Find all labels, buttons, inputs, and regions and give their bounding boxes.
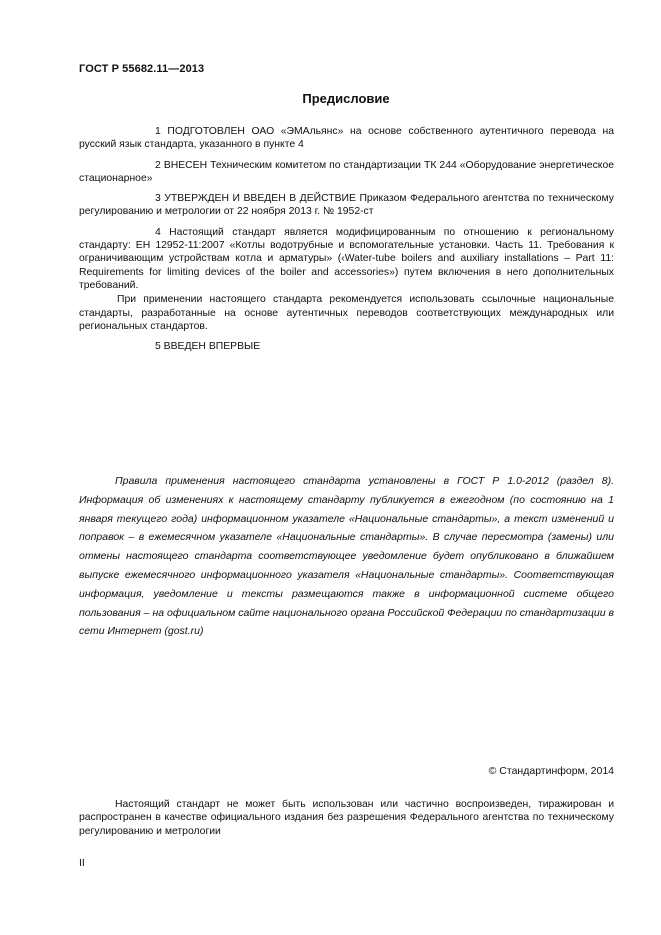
- item-number: 4: [155, 226, 161, 238]
- item-text: ПОДГОТОВЛЕН ОАО «ЭМАльянс» на основе собственного аутентичного перевода на русский язык стандарта, указанного в пункте 4: [79, 126, 614, 151]
- standard-code-header: ГОСТ Р 55682.11—2013: [79, 63, 205, 75]
- item-number: 5: [155, 341, 161, 353]
- foreword-item-3: [79, 192, 614, 219]
- foreword-item-5: [79, 340, 614, 353]
- item-number: 3: [155, 193, 161, 205]
- item-text: ВНЕСЕН Техническим комитетом по стандартизации ТК 244 «Оборудование энергетическое стационарное»: [79, 159, 615, 184]
- copyright-line: © Стандартинформ, 2014: [488, 765, 614, 777]
- item-text: Настоящий стандарт является модифицированным по отношению к региональному стандарту: ЕН 12952-11:2007 «Котлы водотрубные и вспомогательные установки. Часть 11. Требования к ограничивающим устройствам котла и арматуры» (‹Water-tube boilers and auxiliary installations – Part 11: Requirements for limiting devices of the boiler and accessories») путем включения в него дополнительных требований.: [79, 226, 615, 291]
- item-text: ВВЕДЕН ВПЕРВЫЕ: [163, 341, 261, 353]
- foreword-content: [79, 125, 614, 360]
- foreword-item-1: [79, 125, 614, 152]
- foreword-item-4: [79, 226, 614, 292]
- foreword-item-4-continuation: При применении настоящего стандарта рекомендуется использовать ссылочные национальные стандарты, разработанные на основе аутентичных переводов соответствующих международных или региональных стандартов.: [79, 294, 614, 332]
- rules-notice: Правила применения настоящего стандарта установлены в ГОСТ Р 1.0-2012 (раздел 8). Информация об изменениях к настоящему стандарту публикуется в ежегодном (по состоянию на 1 января текущего года) информационном указателе «Национальные стандарты», а текст изменений и поправок – в ежемесячном указателе «Национальные стандарты». В случае пересмотра (замены) или отмены настоящего стандарта соответствующее уведомление будет опубликовано в ближайшем выпуске ежемесячного информационного указателя «Национальные стандарты». Соответствующая информация, уведомление и тексты размещаются также в информационной системе общего пользования – на официальном сайте национального органа Российской Федерации по стандартизации в сети Интернет (gost.ru): [79, 475, 614, 638]
- item-number: 1: [155, 126, 161, 137]
- foreword-item-2: [79, 159, 614, 186]
- page-number: II: [79, 857, 85, 869]
- page-title: Предисловие: [302, 91, 390, 106]
- item-text: УТВЕРЖДЕН И ВВЕДЕН В ДЕЙСТВИЕ Приказом Федерального агентства по техническому регулированию и метрологии от 22 ноября 2013 г. № 1952-ст: [79, 193, 614, 218]
- item-number: 2: [155, 159, 161, 171]
- rights-notice: Настоящий стандарт не может быть использован или частично воспроизведен, тиражирован и распространен в качестве официального издания без разрешения Федерального агентства по техническому регулированию и метрологии: [79, 799, 614, 837]
